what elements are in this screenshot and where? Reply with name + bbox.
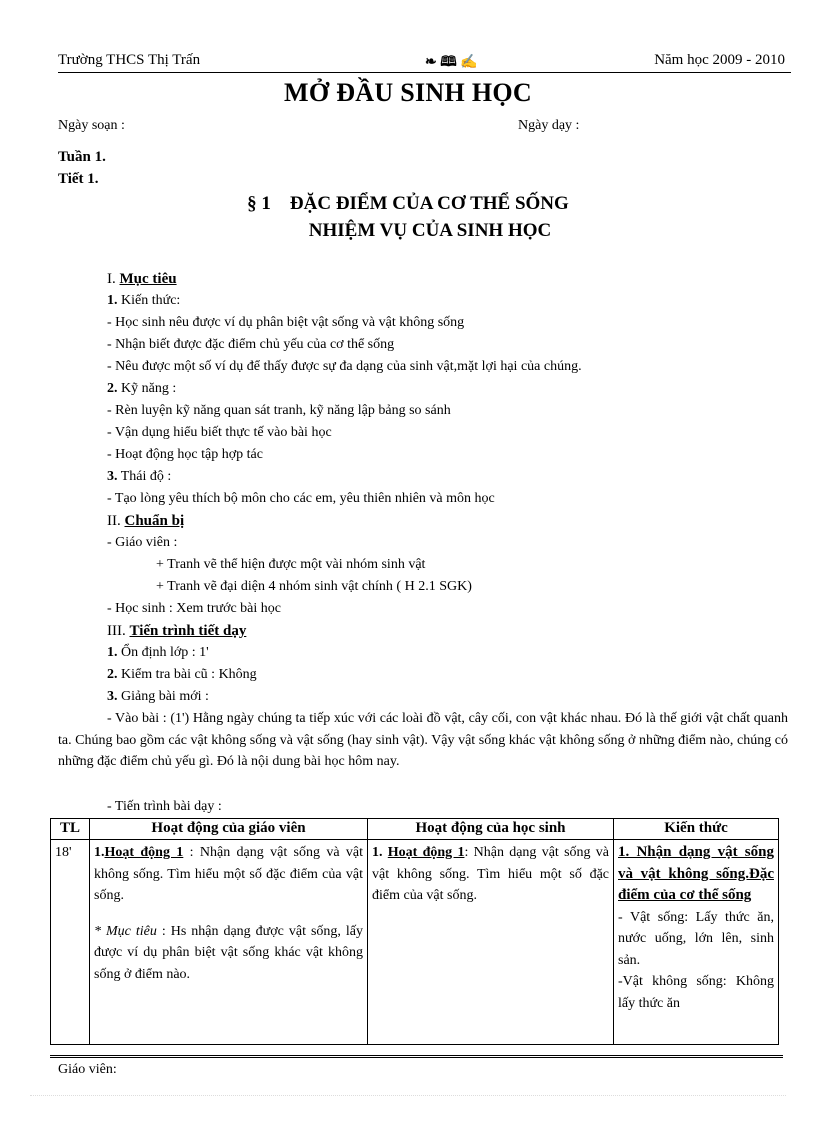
attitude-heading <box>107 468 171 486</box>
student-activity-desc: : Nhận dạng vật sống và vật không sống. Tìm hiểu một số đặc điểm của vật sống. <box>372 845 610 903</box>
process-heading <box>107 622 246 640</box>
step-3-text: Giảng bài mới : <box>121 689 209 704</box>
school-name: Trường THCS Thị Trấn <box>58 52 201 68</box>
prep-teacher: - Giáo viên : <box>107 535 178 550</box>
lesson-table <box>50 818 779 1045</box>
knowledge-item-3: - Nêu được một số ví dụ để thấy được sự đa dạng của sinh vật,mặt lợi hại của chúng. <box>107 359 582 374</box>
prep-title: Chuẩn bị <box>124 513 185 529</box>
knowledge-cell <box>614 840 779 1045</box>
step-2-text: Kiểm tra bài cũ : Không <box>121 667 257 682</box>
student-activity-title: Hoạt động 1 <box>387 845 465 860</box>
step-3-num: 3. <box>107 689 118 704</box>
period-label: Tiết 1. <box>58 171 99 187</box>
col-header-knowledge: Kiến thức <box>614 819 779 840</box>
table-row <box>51 840 779 1045</box>
step-2-num: 2. <box>107 667 118 682</box>
process-title: Tiến trình tiết dạy <box>129 623 247 639</box>
table-header-row <box>51 819 779 840</box>
objective-label: * Mục tiêu <box>94 923 157 939</box>
lesson-title-line1 <box>0 193 816 215</box>
skills-item-1: - Rèn luyện kỹ năng quan sát tranh, kỹ năng lập bảng so sánh <box>107 403 451 418</box>
prep-teacher-item-2: + Tranh vẽ đại diện 4 nhóm sinh vật chính ( H 2.1 SGK) <box>156 579 472 594</box>
col-header-teacher: Hoạt động của giáo viên <box>90 819 368 840</box>
process-step-1 <box>107 644 209 662</box>
objectives-title: Mục tiêu <box>119 271 177 287</box>
prep-heading <box>107 512 184 530</box>
process-num: III. <box>107 623 126 639</box>
page-title: MỞ ĐẦU SINH HỌC <box>284 78 532 107</box>
teacher-activity-num: 1. <box>94 845 105 860</box>
objective-text: : Hs nhận dạng được vật sống, lấy được ví dụ phân biệt vật sống khác vật không sống ở điểm nào. <box>94 923 363 982</box>
teacher-activity-cell <box>90 840 368 1045</box>
teach-date-label: Ngày dạy : <box>518 118 580 133</box>
knowledge-heading-cell: 1. Nhận dạng vật sống và vật không sống.Đặc điểm của cơ thể sống <box>618 844 774 903</box>
objectives-num: I. <box>107 271 116 287</box>
header-ornament-icon: ❧ 🕮 ✍ <box>425 55 478 70</box>
knowledge-item-1: - Học sinh nêu được ví dụ phân biệt vật sống và vật không sống <box>107 315 465 330</box>
teacher-activity-text <box>94 842 363 907</box>
knowledge-item-2: - Nhận biết được đặc điểm chủ yếu của cơ thể sống <box>107 337 395 352</box>
prep-num: II. <box>107 513 121 529</box>
knowledge-label: Kiến thức: <box>121 293 181 308</box>
school-year: Năm học 2009 - 2010 <box>654 52 785 68</box>
knowledge-nonliving: -Vật không sống: Không lấy thức ăn <box>618 974 774 1011</box>
col-header-student: Hoạt động của học sinh <box>368 819 614 840</box>
knowledge-num: 1. <box>107 293 118 308</box>
teacher-activity-desc: : Nhận dạng vật sống và vật không sống. Tìm hiểu một số đặc điểm của vật sống. <box>94 845 364 903</box>
page-header <box>58 52 791 73</box>
step-1-text: Ổn định lớp : 1' <box>121 645 209 660</box>
attitude-item-1: - Tạo lòng yêu thích bộ môn cho các em, yêu thiên nhiên và môn học <box>107 491 495 506</box>
time-cell: 18' <box>51 840 90 1045</box>
prep-date-label: Ngày soạn : <box>58 118 125 133</box>
prep-teacher-item-1: + Tranh vẽ thể hiện được một vài nhóm sinh vật <box>156 557 426 572</box>
intro-paragraph: - Vào bài : (1') Hằng ngày chúng ta tiếp xúc với các loài đồ vật, cây cối, con vật khác nhau. Đó là thế giới vật chất quanh ta. Chúng bao gồm các vật không sống và vật sống (hay sinh vật). Vậy vật sống khác vật không sống ở những điểm nào, chúng có những đặc điểm chủ yếu gì. Đó là nội dung bài học hôm nay. <box>58 711 788 769</box>
skills-item-2: - Vận dụng hiểu biết thực tế vào bài học <box>107 425 332 440</box>
page-bottom-dots <box>30 1095 786 1096</box>
knowledge-heading <box>107 292 180 310</box>
step-1-num: 1. <box>107 645 118 660</box>
lesson-flow-label: - Tiến trình bài dạy : <box>107 799 222 814</box>
teacher-objective <box>94 921 363 986</box>
col-header-tl: TL <box>51 819 90 840</box>
prep-student: - Học sinh : Xem trước bài học <box>107 601 282 616</box>
section-title-2: NHIỆM VỤ CỦA SINH HỌC <box>308 220 552 241</box>
attitude-num: 3. <box>107 469 118 484</box>
process-step-2 <box>107 666 257 684</box>
student-activity-cell <box>368 840 614 1045</box>
knowledge-living: - Vật sống: Lấy thức ăn, nước uống, lớn lên, sinh sản. <box>618 909 774 968</box>
skills-heading <box>107 380 176 398</box>
objectives-heading <box>107 270 177 288</box>
teacher-activity-title: Hoạt động 1 <box>104 845 184 860</box>
process-step-3 <box>107 688 209 706</box>
attitude-label: Thái độ : <box>120 469 172 484</box>
footer-teacher: Giáo viên: <box>58 1062 117 1077</box>
skills-num: 2. <box>107 381 118 396</box>
skills-label: Kỹ năng : <box>121 381 177 396</box>
section-title-1: ĐẶC ĐIỂM CỦA CƠ THỂ SỐNG <box>289 193 569 214</box>
skills-item-3: - Hoạt động học tập hợp tác <box>107 447 263 462</box>
footer-rule <box>50 1055 783 1058</box>
student-activity-num: 1. <box>372 845 383 860</box>
week-label: Tuần 1. <box>58 149 106 165</box>
section-number: § 1 <box>247 193 271 214</box>
